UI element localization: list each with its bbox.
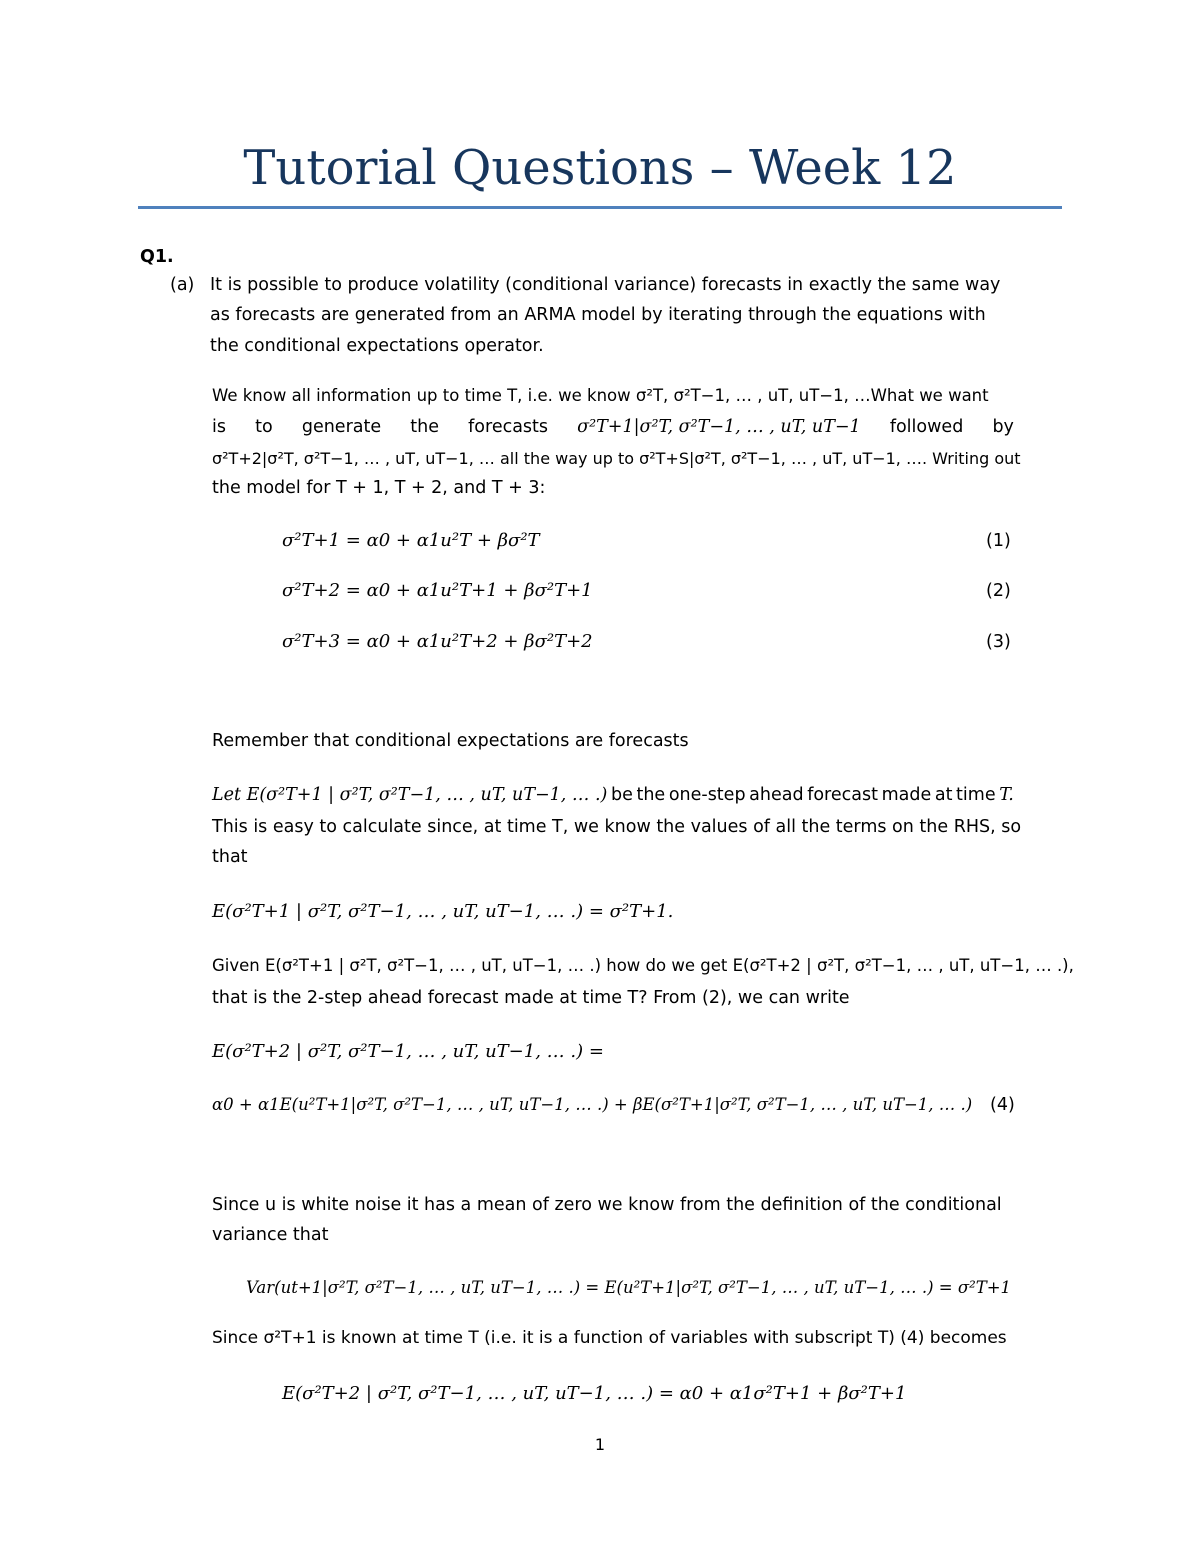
whitenoise-line-2: variance that [212, 1225, 329, 1245]
equation-1: σ²T+1 = α0 + α1u²T + βσ²T [282, 530, 540, 551]
word: T. [999, 785, 1014, 805]
page-title: Tutorial Questions – Week 12 [243, 140, 957, 196]
word: forecast [807, 785, 878, 805]
word: ahead [749, 785, 804, 805]
equation-1-number: (1) [986, 531, 1011, 551]
intro-line-1: It is possible to produce volatility (conditional variance) forecasts in exactly the same way [210, 275, 1001, 295]
whitenoise-line-1: Since u is white noise it has a mean of zero we know from the definition of the conditional [212, 1195, 1002, 1215]
word: at [934, 785, 953, 805]
word: is [212, 417, 226, 437]
given-line: Given E(σ²T+1 | σ²T, σ²T−1, … , uT, uT−1, … .) how do we get E(σ²T+2 | σ²T, σ²T−1, … , uT, uT−1, … .), [212, 956, 1074, 975]
question-label: Q1. [140, 247, 174, 267]
word: by [992, 417, 1014, 437]
expectation-2: E(σ²T+2 | σ²T, σ²T−1, … , uT, uT−1, … .) = [212, 1041, 604, 1062]
expectation-3: α0 + α1E(u²T+1|σ²T, σ²T−1, … , uT, uT−1, … .) + βE(σ²T+1|σ²T, σ²T−1, … , uT, uT−1, … .) [212, 1095, 973, 1114]
page-number: 1 [594, 1435, 606, 1454]
info-line-2 [212, 416, 1014, 438]
info-line-4: the model for T + 1, T + 2, and T + 3: [212, 478, 546, 498]
word: be [610, 785, 633, 805]
word: the [636, 785, 666, 805]
variance-equation: Var(ut+1|σ²T, σ²T−1, … , uT, uT−1, … .) = E(u²T+1|σ²T, σ²T−1, … , uT, uT−1, … .) = σ²T+1 [246, 1278, 1012, 1297]
remember-line: Remember that conditional expectations are forecasts [212, 731, 689, 751]
equation-3: σ²T+3 = α0 + α1u²T+2 + βσ²T+2 [282, 631, 593, 652]
part-label: (a) [170, 275, 195, 295]
that-line: that [212, 847, 248, 867]
word: generate [301, 417, 382, 437]
math-expression: Let E(σ²T+1 | σ²T, σ²T−1, … , uT, uT−1, … .) [212, 785, 608, 805]
word: the [410, 417, 439, 437]
word: to [255, 417, 273, 437]
info-line-3: σ²T+2|σ²T, σ²T−1, … , uT, uT−1, … all the way up to σ²T+S|σ²T, σ²T−1, … , uT, uT−1, …. Writing out [212, 449, 1021, 468]
intro-line-2: as forecasts are generated from an ARMA model by iterating through the equations with [210, 305, 986, 325]
equation-2: σ²T+2 = α0 + α1u²T+1 + βσ²T+1 [282, 580, 593, 601]
word: forecasts [468, 417, 549, 437]
since-known-line: Since σ²T+1 is known at time T (i.e. it is a function of variables with subscript T) (4) becomes [212, 1328, 1007, 1348]
two-step-line: that is the 2-step ahead forecast made at time T? From (2), we can write [212, 988, 850, 1008]
expectation-1: E(σ²T+1 | σ²T, σ²T−1, … , uT, uT−1, … .) = σ²T+1. [212, 901, 674, 922]
final-equation: E(σ²T+2 | σ²T, σ²T−1, … , uT, uT−1, … .) = α0 + α1σ²T+1 + βσ²T+1 [282, 1383, 907, 1404]
easy-line: This is easy to calculate since, at time T, we know the values of all the terms on the RHS, so [212, 817, 1022, 837]
word: made [881, 785, 932, 805]
let-line [212, 784, 1014, 806]
word: one-step [668, 785, 746, 805]
equation-2-number: (2) [986, 581, 1011, 601]
equation-3-number: (3) [986, 632, 1011, 652]
title-underline [138, 206, 1062, 209]
word: followed [889, 417, 964, 437]
intro-line-3: the conditional expectations operator. [210, 336, 544, 356]
word: time [956, 785, 996, 805]
equation-4-number: (4) [990, 1095, 1015, 1115]
math-expression: σ²T+1|σ²T, σ²T−1, … , uT, uT−1 [577, 417, 861, 437]
info-line-1: We know all information up to time T, i.e. we know σ²T, σ²T−1, … , uT, uT−1, …What we want [212, 386, 989, 405]
